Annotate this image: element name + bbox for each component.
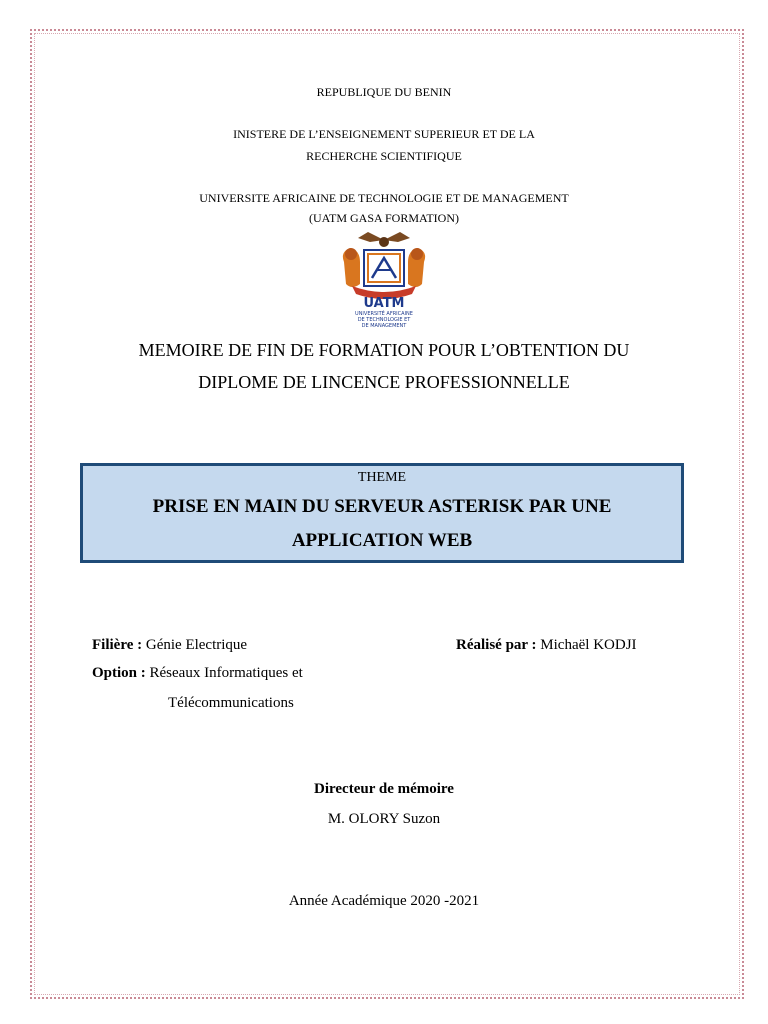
director-name: M. OLORY Suzon	[327, 811, 441, 827]
theme-box	[80, 463, 684, 563]
theme-title-line-2: APPLICATION WEB	[291, 530, 473, 551]
option-value-line-2: Télécommunications	[168, 695, 294, 711]
theme-title-line-1: PRISE EN MAIN DU SERVEUR ASTERISK PAR UNE	[152, 496, 612, 517]
uatm-logo	[338, 232, 430, 332]
university-line-2: (UATM GASA FORMATION)	[308, 211, 459, 225]
memoire-line-1: MEMOIRE DE FIN DE FORMATION POUR L’OBTENTION DU	[138, 340, 630, 360]
uatm-crest-icon	[338, 232, 430, 332]
svg-text:DE MANAGEMENT: DE MANAGEMENT	[361, 323, 407, 329]
option-row	[92, 665, 303, 682]
svg-text:UATM: UATM	[363, 296, 405, 311]
memoire-line-2: DIPLOME DE LINCENCE PROFESSIONNELLE	[198, 372, 570, 392]
filiere-label: Filière :	[92, 637, 143, 653]
director-label: Directeur de mémoire	[314, 781, 454, 797]
filiere-value: Génie Electrique	[145, 637, 248, 653]
republic-heading: REPUBLIQUE DU BENIN	[316, 85, 452, 99]
option-value-line-1: Réseaux Informatiques et	[149, 665, 303, 681]
svg-text:DE TECHNOLOGIE ET: DE TECHNOLOGIE ET	[357, 317, 411, 323]
realise-value: Michaël KODJI	[540, 637, 637, 653]
option-label: Option :	[92, 665, 146, 681]
realise-label: Réalisé par :	[456, 637, 537, 653]
svg-text:UNIVERSITÉ AFRICAINE: UNIVERSITÉ AFRICAINE	[355, 311, 413, 317]
ministry-line-2: RECHERCHE SCIENTIFIQUE	[306, 149, 462, 163]
filiere-row	[92, 637, 247, 654]
realise-row	[456, 637, 637, 654]
ministry-line-1: INISTERE DE L’ENSEIGNEMENT SUPERIEUR ET DE LA	[233, 127, 535, 141]
theme-label: THEME	[357, 470, 407, 485]
university-line-1: UNIVERSITE AFRICAINE DE TECHNOLOGIE ET DE MANAGEMENT	[199, 191, 569, 205]
academic-year: Année Académique 2020 -2021	[288, 893, 480, 909]
